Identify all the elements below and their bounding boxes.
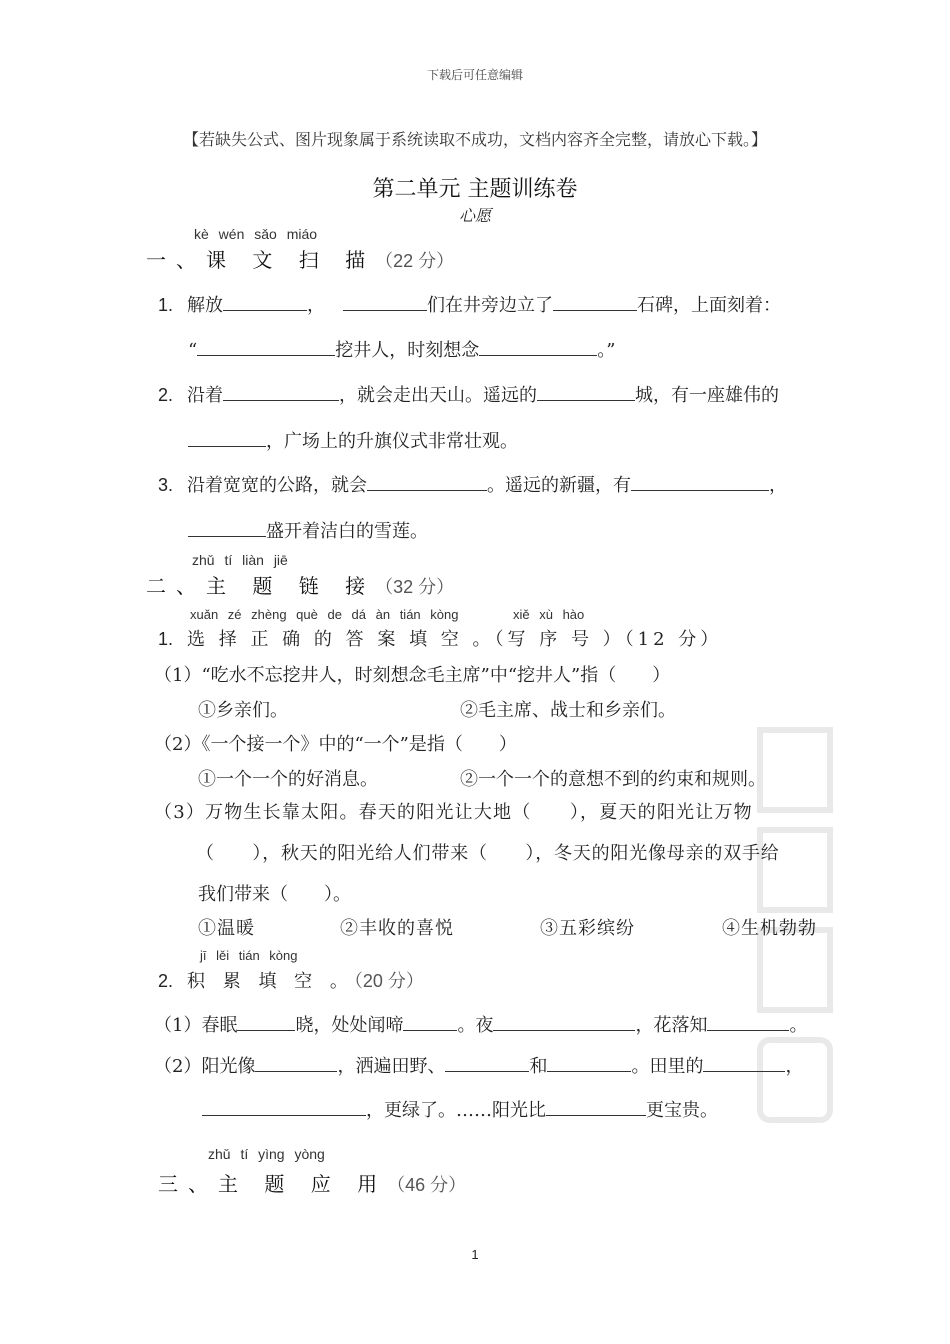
section1-score: （22 分） bbox=[375, 251, 455, 271]
answer-blank[interactable] bbox=[703, 1052, 785, 1072]
s2-q2-heading bbox=[158, 967, 424, 993]
section3-pinyin: zhǔ tí yìng yòng bbox=[208, 1146, 325, 1162]
s2-q1-sub3-line3: 我们带来（ ）。 bbox=[198, 884, 351, 905]
question-number: 1. bbox=[158, 629, 174, 649]
text: 石碑，上面刻着： bbox=[637, 295, 782, 316]
text: 城，有一座雄伟的 bbox=[635, 385, 780, 406]
text: 挖井人，时刻想念 bbox=[335, 340, 480, 361]
answer-blank[interactable] bbox=[547, 1052, 631, 1072]
answer-blank[interactable] bbox=[223, 291, 307, 311]
text: 们在井旁边立了 bbox=[427, 295, 554, 316]
text: ， bbox=[769, 475, 788, 496]
text: ，就会走出天山。遥远的 bbox=[339, 385, 538, 406]
answer-blank[interactable] bbox=[553, 291, 637, 311]
text: 和 bbox=[529, 1056, 548, 1077]
s2-q2-sub2-line1 bbox=[154, 1052, 803, 1078]
page-number: 1 bbox=[471, 1247, 479, 1262]
question-number: 1. bbox=[158, 295, 174, 315]
text: 。遥远的新疆，有 bbox=[487, 475, 632, 496]
text: 更宝贵。 bbox=[646, 1100, 718, 1121]
answer-blank[interactable] bbox=[237, 1011, 295, 1031]
answer-blank[interactable] bbox=[479, 336, 597, 356]
text: ， bbox=[307, 295, 326, 316]
section2-heading bbox=[146, 570, 454, 599]
answer-blank[interactable] bbox=[343, 291, 427, 311]
s1-q1-line2 bbox=[188, 336, 615, 362]
s1-q3-line2 bbox=[188, 517, 428, 543]
section1-pinyin: kè wén sǎo miáo bbox=[194, 226, 318, 242]
s2-q1-sub3-opt2: ②丰收的喜悦 bbox=[340, 918, 454, 939]
section3-label: 三、主 题 应 用 bbox=[158, 1172, 388, 1196]
section1-heading bbox=[146, 244, 454, 273]
text: ，花落知 bbox=[635, 1015, 708, 1036]
text: 解放 bbox=[187, 295, 224, 316]
s2-q2-sub2-line2 bbox=[202, 1096, 718, 1122]
download-notice: 【若缺失公式、图片现象属于系统读取不成功，文档内容齐全完整，请放心下载。】 bbox=[182, 130, 767, 149]
text: 选 择 正 确 的 答 案 填 空 。（写 序 号 ）（12 分） bbox=[187, 629, 723, 650]
question-number: 2. bbox=[158, 971, 174, 991]
answer-blank[interactable] bbox=[546, 1096, 646, 1116]
section2-label: 二、主 题 链 接 bbox=[146, 574, 376, 598]
text: 积 累 填 空 。 bbox=[187, 971, 354, 992]
text: “ bbox=[188, 340, 198, 361]
section1-label: 一、课 文 扫 描 bbox=[146, 248, 376, 272]
text: 沿着宽宽的公路，就会 bbox=[187, 475, 368, 496]
s2-q1-sub3-opt4: ④生机勃勃 bbox=[722, 918, 817, 939]
answer-blank[interactable] bbox=[707, 1011, 789, 1031]
text: ，更绿了。……阳光比 bbox=[366, 1100, 546, 1121]
text: 盛开着洁白的雪莲。 bbox=[266, 521, 428, 542]
question-number: 2. bbox=[158, 385, 174, 405]
text: （2）阳光像 bbox=[154, 1056, 256, 1077]
question-number: 3. bbox=[158, 475, 174, 495]
text: ，广场上的升旗仪式非常壮观。 bbox=[266, 431, 518, 452]
text: 。” bbox=[597, 340, 616, 361]
s2-q1-sub3-opt3: ③五彩缤纷 bbox=[540, 918, 635, 939]
s2-q1-sub3-line2: （ ），秋天的阳光给人们带来（ ），冬天的阳光像母亲的双手给 bbox=[196, 843, 780, 864]
answer-blank[interactable] bbox=[631, 471, 769, 491]
text: （1）春眠 bbox=[154, 1015, 238, 1036]
answer-blank[interactable] bbox=[197, 336, 335, 356]
s2-q1-sub1-opt1: ①乡亲们。 bbox=[198, 700, 288, 721]
text: 。夜 bbox=[457, 1015, 494, 1036]
answer-blank[interactable] bbox=[367, 471, 487, 491]
score: （20 分） bbox=[353, 971, 424, 991]
s2-q1-pinyin-b: xiě xù hào bbox=[513, 607, 585, 622]
s2-q1-sub1: （1）“吃水不忘挖井人，时刻想念毛主席”中“挖井人”指（ ） bbox=[154, 665, 671, 686]
text: 晓，处处闻啼 bbox=[295, 1015, 404, 1036]
section3-heading bbox=[158, 1168, 466, 1197]
s2-q1-sub2-opt1: ①一个一个的好消息。 bbox=[198, 769, 378, 790]
s2-q1-sub2: （2）《一个接一个》中的“一个”是指（ ） bbox=[154, 734, 517, 755]
s2-q1-heading bbox=[158, 625, 722, 651]
header-note: 下载后可任意编辑 bbox=[426, 68, 523, 82]
answer-blank[interactable] bbox=[445, 1052, 529, 1072]
s2-q1-sub3-opt1: ①温暖 bbox=[198, 918, 255, 939]
s2-q1-sub1-opt2: ②毛主席、战士和乡亲们。 bbox=[460, 700, 676, 721]
text: ， bbox=[785, 1056, 804, 1077]
answer-blank[interactable] bbox=[202, 1096, 366, 1116]
section2-pinyin: zhǔ tí liàn jiē bbox=[192, 552, 288, 568]
s2-q2-sub1 bbox=[154, 1011, 807, 1037]
answer-blank[interactable] bbox=[403, 1011, 457, 1031]
answer-blank[interactable] bbox=[188, 517, 266, 537]
text: 沿着 bbox=[187, 385, 224, 406]
s1-q3-line1 bbox=[158, 471, 787, 497]
s2-q2-pinyin: jī lěi tián kòng bbox=[200, 948, 298, 963]
answer-blank[interactable] bbox=[255, 1052, 337, 1072]
answer-blank[interactable] bbox=[188, 427, 266, 447]
s2-q1-sub2-opt2: ②一个一个的意想不到的约束和规则。 bbox=[460, 769, 766, 790]
answer-blank[interactable] bbox=[493, 1011, 635, 1031]
section2-score: （32 分） bbox=[375, 577, 455, 597]
s1-q1-line1 bbox=[158, 291, 781, 317]
text: ，洒遍田野、 bbox=[337, 1056, 446, 1077]
s2-q1-sub3-line1: （3）万物生长靠太阳。春天的阳光让大地（ ），夏天的阳光让万物 bbox=[154, 802, 753, 823]
s2-q1-pinyin-a: xuǎn zé zhèng què de dá àn tián kòng bbox=[190, 607, 459, 622]
answer-blank[interactable] bbox=[537, 381, 635, 401]
text: 。田里的 bbox=[631, 1056, 704, 1077]
text: 。 bbox=[789, 1015, 808, 1036]
s1-q2-line2 bbox=[188, 427, 518, 453]
page-title: 第二单元 主题训练卷 bbox=[372, 177, 578, 202]
page-subtitle: 心愿 bbox=[458, 206, 491, 225]
answer-blank[interactable] bbox=[223, 381, 339, 401]
s1-q2-line1 bbox=[158, 381, 779, 407]
section3-score: （46 分） bbox=[387, 1175, 467, 1195]
